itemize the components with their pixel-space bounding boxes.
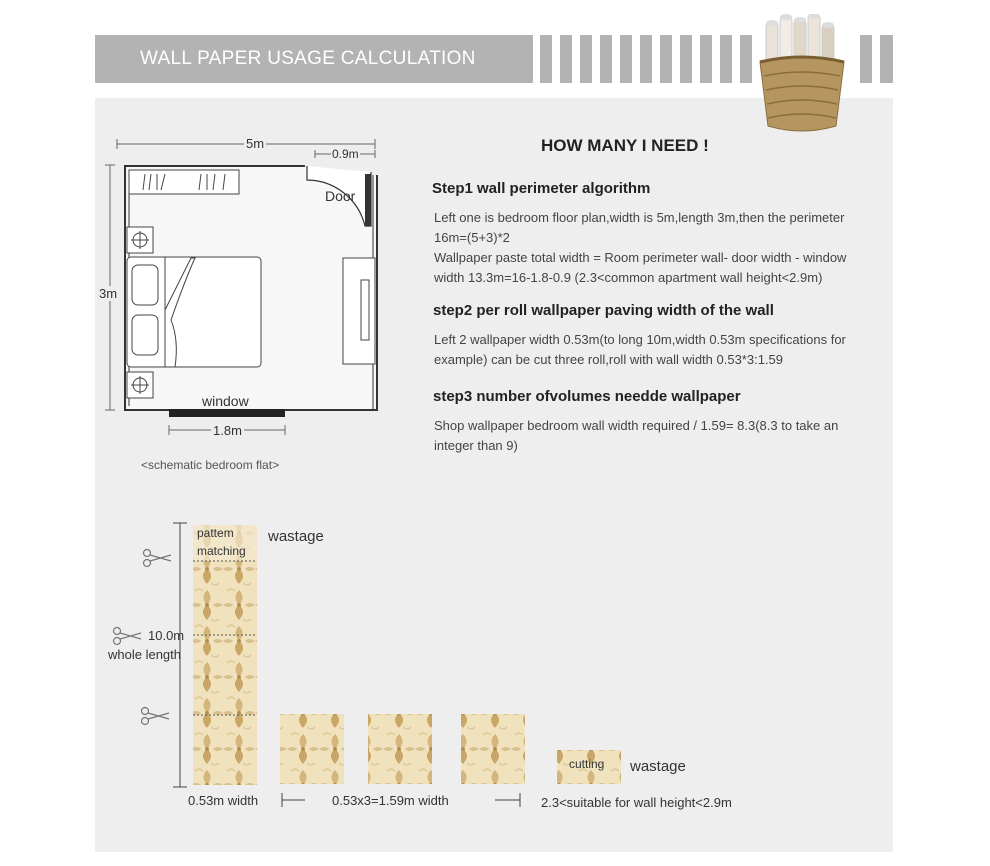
window-width-label: 1.8m (213, 423, 242, 438)
door-width-label: 0.9m (332, 147, 359, 161)
step2-heading: step2 per roll wallpaper paving width of the wall (433, 302, 774, 319)
step1-line: width 13.3m=16-1.8-0.9 (2.3<common apartment wall height<2.9m) (434, 270, 823, 285)
page-title: WALL PAPER USAGE CALCULATION (140, 48, 476, 69)
three-width-label: 0.53x3=1.59m width (332, 793, 449, 808)
step3-line: Shop wallpaper bedroom wall width required / 1.59= 8.3(8.3 to take an (434, 418, 839, 433)
header-stripe (740, 35, 752, 83)
length-value: 10.0m (148, 628, 185, 643)
roll-diagram (95, 515, 795, 815)
cutting-label: cutting (569, 757, 605, 771)
header-stripe (880, 35, 893, 83)
header-stripe (580, 35, 592, 83)
step2-line: example) can be cut three roll,roll with wall width 0.53*3:1.59 (434, 352, 784, 367)
header-stripe (620, 35, 632, 83)
header-stripe (540, 35, 552, 83)
scissors-icon (114, 628, 142, 645)
door-icon (365, 174, 371, 226)
pattern-matching-label: pattem (197, 526, 234, 540)
step1-heading: Step1 wall perimeter algorithm (432, 180, 651, 197)
roll-width-label: 0.53m width (188, 793, 259, 808)
header-stripe (680, 35, 692, 83)
header-stripe (700, 35, 712, 83)
header-stripe (720, 35, 732, 83)
step3-line: integer than 9) (434, 438, 518, 453)
door-label: Door (325, 188, 356, 204)
header-stripe (600, 35, 612, 83)
header-stripe (660, 35, 672, 83)
length-label: whole length (108, 647, 181, 662)
step1-line: Wallpaper paste total width = Room perimeter wall- door width - window (434, 250, 847, 265)
floor-caption: <schematic bedroom flat> (141, 458, 280, 472)
scissors-icon (144, 550, 172, 567)
width-label: 5m (246, 136, 265, 151)
window-label: window (202, 393, 249, 409)
header-stripe (860, 35, 872, 83)
scissors-icon (142, 708, 170, 725)
header-stripe (560, 35, 572, 83)
basket-image (752, 14, 852, 134)
step1-line: Left one is bedroom floor plan,width is 5m,length 3m,then the perimeter (434, 210, 845, 225)
step3-heading: step3 number ofvolumes needde wallpaper (433, 388, 741, 405)
step1-line: 16m=(5+3)*2 (434, 230, 510, 245)
pattern-matching-label: matching (197, 544, 246, 558)
length-label: 3m (99, 286, 118, 301)
step2-line: Left 2 wallpaper width 0.53m(to long 10m,width 0.53m specifications for (434, 332, 846, 347)
header-stripe (640, 35, 652, 83)
wastage-top-label: wastage (268, 528, 324, 545)
height-range-label: 2.3<suitable for wall height<2.9m (541, 795, 732, 810)
section-title: HOW MANY I NEED ! (541, 136, 709, 155)
wastage-bottom-label: wastage (630, 758, 686, 775)
